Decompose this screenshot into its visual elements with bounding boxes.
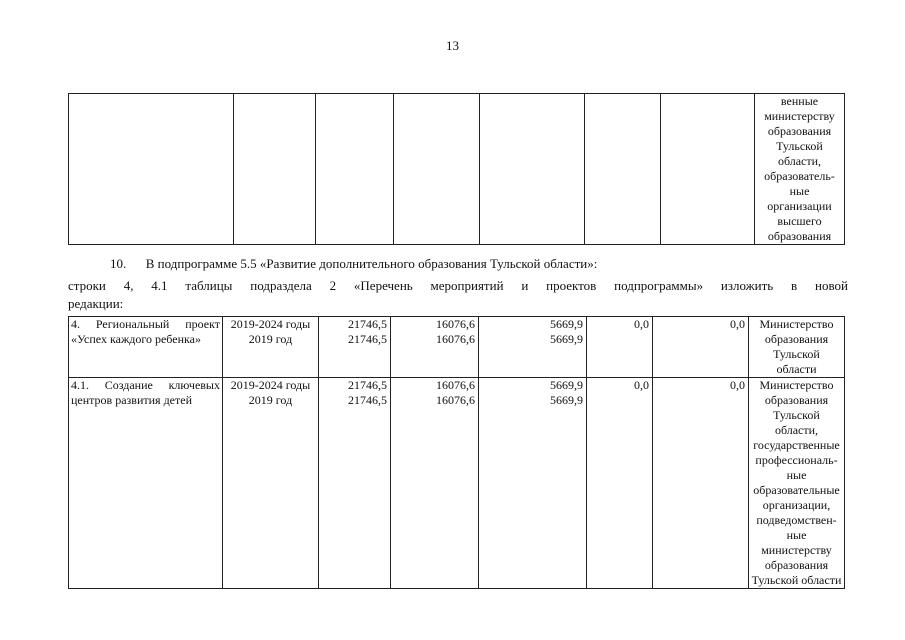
period-cell (223, 317, 319, 378)
regional-cell (479, 317, 587, 378)
amendment-heading: 10. В подпрограмме 5.5 «Развитие дополнительного образования Тульской области»: (110, 256, 598, 271)
extra-budget-cell (653, 378, 749, 589)
measure-name-cell: 4. Региональный проект «Успех каждого ребенка» (69, 317, 223, 378)
executor-line: ные (789, 184, 810, 198)
table-row (69, 378, 845, 589)
period-value: 2019 год (248, 393, 293, 407)
regional-value: 5669,9 (550, 378, 583, 392)
amendment-text: строки 4, 4.1 таблицы подраздела 2 «Перечень мероприятий и проектов подпрограммы» изложить в новой (68, 278, 848, 293)
executor-line: образователь- (764, 169, 835, 183)
executor-cell (749, 378, 845, 589)
executor-line: венные (780, 94, 819, 108)
total-cell (319, 378, 391, 589)
executor-line: ные (786, 468, 807, 482)
executor-line: Тульской (776, 139, 823, 153)
executor-cell (755, 94, 845, 245)
total-value: 21746,5 (348, 378, 387, 392)
executor-line: области, (777, 154, 822, 168)
executor-line: образования (764, 393, 829, 407)
empty-cell (661, 94, 755, 245)
continuation-table (68, 93, 845, 245)
executor-line: области, (774, 423, 819, 437)
amendment-text-end: редакции: (68, 296, 124, 311)
empty-cell (585, 94, 661, 245)
empty-cell (316, 94, 394, 245)
federal-value: 16076,6 (436, 393, 475, 407)
federal-cell (391, 378, 479, 589)
federal-cell (391, 317, 479, 378)
executor-line: Тульской (773, 408, 820, 422)
executor-line: высшего (777, 214, 822, 228)
executor-line: Тульской области (751, 573, 842, 587)
municipal-value: 0,0 (634, 378, 649, 392)
regional-value: 5669,9 (550, 393, 583, 407)
executor-line: Тульской (773, 347, 820, 361)
municipal-cell (587, 378, 653, 589)
municipal-cell (587, 317, 653, 378)
executor-line: области (776, 362, 817, 376)
total-value: 21746,5 (348, 317, 387, 331)
executor-line: министерству (764, 109, 835, 123)
executor-line: министерству (761, 543, 832, 557)
period-value: 2019-2024 годы (230, 378, 311, 392)
empty-cell (69, 94, 234, 245)
total-value: 21746,5 (348, 332, 387, 346)
executor-line: образования (767, 229, 832, 243)
regional-value: 5669,9 (550, 332, 583, 346)
program-table (68, 316, 845, 589)
executor-line: организации (767, 199, 832, 213)
executor-cell (749, 317, 845, 378)
table-row (69, 317, 845, 378)
municipal-value: 0,0 (634, 317, 649, 331)
empty-cell (394, 94, 480, 245)
executor-line: образовательные (753, 483, 840, 497)
extra-budget-value: 0,0 (730, 378, 745, 392)
executor-line: ные (786, 528, 807, 542)
period-cell (223, 378, 319, 589)
federal-value: 16076,6 (436, 378, 475, 392)
empty-cell (234, 94, 316, 245)
period-value: 2019-2024 годы (230, 317, 311, 331)
executor-line: образования (767, 124, 832, 138)
executor-line: профессиональ- (755, 453, 838, 467)
total-cell (319, 317, 391, 378)
total-value: 21746,5 (348, 393, 387, 407)
executor-line: подведомствен- (756, 513, 837, 527)
page-number: 13 (446, 38, 459, 53)
period-value: 2019 год (248, 332, 293, 346)
executor-line: образования (764, 332, 829, 346)
extra-budget-cell (653, 317, 749, 378)
regional-value: 5669,9 (550, 317, 583, 331)
executor-line: Министерство (759, 317, 834, 331)
executor-line: государственные (753, 438, 840, 452)
extra-budget-value: 0,0 (730, 317, 745, 331)
federal-value: 16076,6 (436, 332, 475, 346)
empty-cell (480, 94, 585, 245)
federal-value: 16076,6 (436, 317, 475, 331)
regional-cell (479, 378, 587, 589)
measure-name-cell: 4.1. Создание ключевых центров развития детей (69, 378, 223, 589)
executor-line: образования (764, 558, 829, 572)
executor-line: Министерство (759, 378, 834, 392)
executor-line: организации, (762, 498, 831, 512)
